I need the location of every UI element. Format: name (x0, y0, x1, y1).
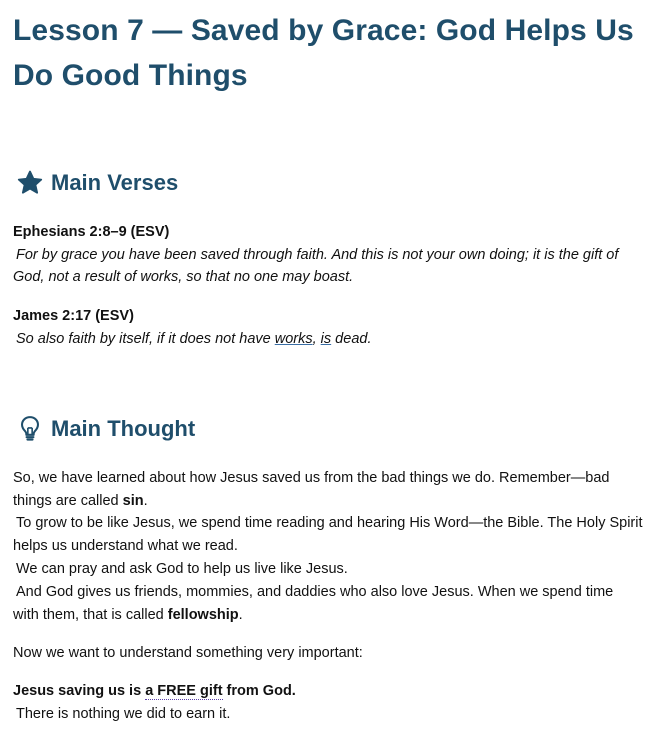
main-thought-heading (13, 414, 195, 444)
verse-ephesians (13, 221, 643, 289)
thought-paragraph-4 (13, 581, 643, 626)
thought-punct: . (238, 606, 243, 623)
thought-text: So, we have learned about how Jesus saved us from the bad things we do. Remember—bad things are called (13, 470, 610, 509)
works-link[interactable]: works (274, 330, 313, 347)
page-title: Lesson 7 — Saved by Grace: God Helps Us Do Good Things (13, 14, 634, 92)
verse-james (13, 305, 643, 350)
verse-separator: , (312, 330, 321, 347)
thought-punct: . (143, 492, 148, 509)
thought-paragraph-6 (13, 680, 643, 703)
verse-reference: Ephesians 2:8–9 (ESV) (13, 224, 170, 240)
thought-paragraph-1 (13, 467, 643, 512)
lightbulb-icon (15, 414, 45, 444)
main-verses-heading (13, 168, 178, 198)
thought-paragraph-5: Now we want to understand something very important: (13, 645, 363, 661)
verse-text (13, 328, 643, 351)
thought-text: from God. (222, 683, 296, 699)
thought-paragraph-7: There is nothing we did to earn it. (16, 706, 231, 722)
verse-text: For by grace you have been saved through faith. And this is not your own doing; it is the gift of God, not a result of works, so that no one may boast. (13, 246, 619, 285)
thought-paragraph-2: To grow to be like Jesus, we spend time reading and hearing His Word—the Bible. The Holy Spirit helps us understand what we read. (13, 515, 643, 554)
star-icon (15, 168, 45, 198)
verse-text-end: dead. (331, 330, 372, 347)
thought-text: Jesus saving us is (13, 683, 146, 699)
sin-term: sin (122, 492, 144, 509)
is-link[interactable]: is (320, 330, 332, 347)
main-verses-label: Main Verses (51, 170, 179, 195)
main-thought-label: Main Thought (51, 416, 196, 441)
thought-text: And God gives us friends, mommies, and daddies who also love Jesus. When we spend time with them, that is called (13, 584, 614, 623)
verse-text-start: So also faith by itself, if it does not have (16, 330, 275, 347)
fellowship-term: fellowship (167, 606, 239, 623)
free-gift-link[interactable]: a FREE gift (145, 683, 223, 699)
verse-reference: James 2:17 (ESV) (13, 308, 134, 324)
thought-paragraph-3: We can pray and ask God to help us live like Jesus. (16, 561, 348, 577)
